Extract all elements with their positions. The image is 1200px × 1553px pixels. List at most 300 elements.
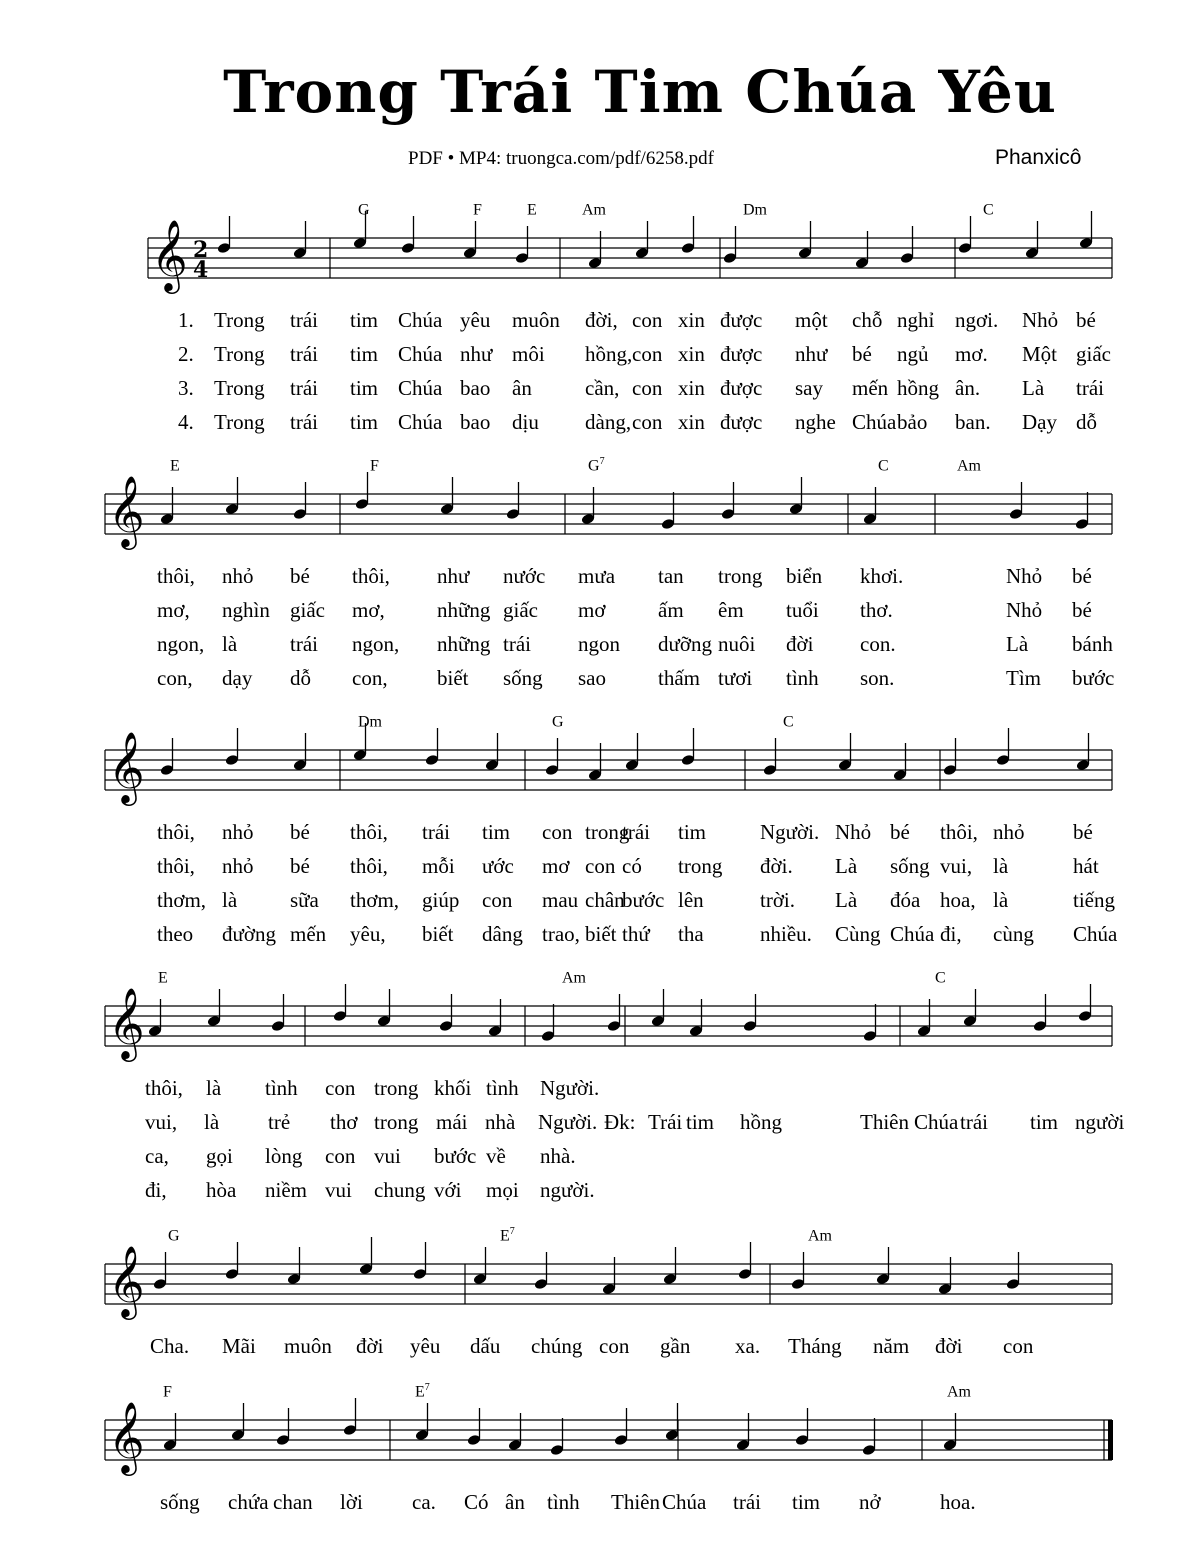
lyric-syllable: dâng [482,922,523,946]
lyric-syllable: thơ. [860,598,893,622]
lyric-syllable: là [222,632,238,656]
lyric-syllable: đóa [890,888,921,912]
lyric-line [0,1178,1200,1208]
lyric-syllable: giấc [503,598,538,622]
lyric-line [0,1490,1200,1520]
lyric-syllable: con [632,410,663,434]
lyric-syllable: nhà [485,1110,516,1134]
lyric-syllable: tình [547,1490,580,1514]
lyric-syllable: bao [460,376,491,400]
lyric-syllable: đường [222,922,276,946]
lyric-syllable: mưa [578,564,616,588]
lyric-syllable: thơm, [350,888,400,912]
lyric-syllable: chúng [531,1334,583,1358]
lyric-syllable: là [993,854,1009,878]
lyric-syllable: Là [1006,632,1029,656]
lyric-syllable: tim [350,410,379,434]
lyric-syllable: ngủ [897,342,929,366]
lyric-syllable: ngon, [157,632,205,656]
lyric-syllable: dưỡng [658,632,712,656]
lyric-syllable: đời. [760,854,793,878]
lyric-syllable: dấu [470,1334,501,1358]
lyric-syllable: tim [678,820,707,844]
lyric-syllable: tình [486,1076,519,1100]
lyric-syllable: tim [350,342,379,366]
lyric-syllable: hát [1073,854,1099,878]
lyric-syllable: chân [585,888,625,912]
lyric-syllable: ngon [578,632,620,656]
lyric-syllable: ca, [145,1144,169,1168]
staff-system-3 [0,712,1200,832]
lyric-syllable: ân [512,376,532,400]
treble-clef-icon: 𝄞 [108,730,145,803]
lyric-syllable: nhiều. [760,922,812,946]
lyric-syllable: bé [1076,308,1096,332]
lyric-syllable: vui [325,1178,352,1202]
lyric-syllable: Thiên [860,1110,909,1134]
lyric-syllable: Chúa [398,342,443,366]
lyric-syllable: trái [290,376,318,400]
lyric-syllable: bé [852,342,872,366]
lyric-syllable: trái [960,1110,988,1134]
lyric-syllable: lời [340,1490,363,1514]
lyric-syllable: nhỏ [993,820,1025,844]
lyric-syllable: nghìn [222,598,270,622]
lyric-syllable: bé [1073,820,1093,844]
lyric-syllable: trao, [542,922,580,946]
lyric-syllable: 1. [178,308,194,332]
lyric-syllable: như [437,564,470,588]
composer-name: Phanxicô [995,146,1082,169]
music-system-5 [0,1226,1200,1376]
lyric-syllable: Chúa [1073,922,1118,946]
lyric-syllable: thôi, [145,1076,183,1100]
lyric-syllable: bước [434,1144,477,1168]
lyric-syllable: Nhỏ [1006,564,1043,588]
lyric-syllable: mơ [578,598,606,622]
lyric-syllable: nghe [795,410,836,434]
lyric-syllable: trái [733,1490,761,1514]
lyric-syllable: yêu, [350,922,386,946]
lyric-syllable: dỗ [1076,410,1097,434]
lyric-syllable: như [795,342,828,366]
lyric-syllable: thôi, [940,820,978,844]
time-signature-bottom: 4 [193,257,209,283]
lyric-syllable: sống [503,666,543,690]
lyric-syllable: Nhỏ [835,820,872,844]
lyric-syllable: bé [290,564,310,588]
chord-symbol: $E^7$ [415,1382,430,1401]
staff-system-5 [0,1226,1200,1346]
lyric-syllable: môi [512,342,545,366]
lyric-syllable: khối [434,1076,472,1100]
lyric-syllable: lên [678,888,704,912]
lyric-syllable: sống [160,1490,200,1514]
lyric-line [0,308,1200,338]
lyric-syllable: Chúa [662,1490,707,1514]
chord-symbol: Am [562,969,586,987]
lyric-syllable: như [460,342,493,366]
lyric-line [0,922,1200,952]
music-system-3 [0,712,1200,952]
lyric-syllable: chung [374,1178,426,1202]
chord-symbol: E [527,201,537,219]
lyric-syllable: bao [460,410,491,434]
lyric-syllable: là [204,1110,220,1134]
lyric-syllable: là [222,888,238,912]
chord-symbol: C [983,201,994,219]
lyric-line [0,888,1200,918]
lyric-syllable: gần [660,1334,691,1358]
lyric-syllable: con [325,1076,356,1100]
lyric-syllable: ngon, [352,632,400,656]
lyric-syllable: vui [374,1144,401,1168]
staff-system-4 [0,968,1200,1088]
lyric-line [0,632,1200,662]
lyric-syllable: trong [374,1110,419,1134]
lyric-syllable: Mãi [222,1334,256,1358]
lyric-syllable: tim [792,1490,821,1514]
lyric-syllable: Chúa [890,922,935,946]
lyric-syllable: những [437,632,491,656]
lyric-syllable: Người. [538,1110,598,1134]
lyric-syllable: tim [686,1110,715,1134]
lyric-syllable: có [622,854,642,878]
lyric-syllable: đi, [145,1178,167,1202]
lyric-syllable: thôi, [350,820,388,844]
lyric-syllable: trái [290,410,318,434]
lyric-syllable: sống [890,854,930,878]
lyric-syllable: đời [786,632,814,656]
chord-symbol: C [878,457,889,475]
lyric-syllable: con, [352,666,388,690]
lyric-syllable: xin [678,308,705,332]
lyric-syllable: muôn [512,308,560,332]
lyric-syllable: Thiên [611,1490,660,1514]
lyric-syllable: bước [1072,666,1115,690]
lyric-syllable: tình [786,666,819,690]
lyric-syllable: con [542,820,573,844]
lyric-syllable: nở [859,1490,881,1514]
lyric-syllable: trái [290,632,318,656]
lyric-syllable: tim [482,820,511,844]
lyric-syllable: Trong [214,308,265,332]
lyric-syllable: Dạy [1022,410,1057,434]
chord-symbol: Dm [358,713,382,731]
lyric-syllable: đời, [585,308,618,332]
lyric-syllable: tuổi [786,598,819,622]
lyric-syllable: đời [356,1334,384,1358]
song-title: Trong Trái Tim Chúa Yêu [223,58,1057,126]
lyric-syllable: son. [860,666,895,690]
lyric-syllable: dịu [512,410,539,434]
lyric-syllable: lòng [265,1144,303,1168]
treble-clef-icon: 𝄞 [108,474,145,547]
chord-symbol: C [935,969,946,987]
lyric-syllable: Trái [648,1110,683,1134]
lyric-syllable: Cha. [150,1334,190,1358]
lyric-syllable: yêu [410,1334,441,1358]
music-system-4 [0,968,1200,1208]
lyric-syllable: nhỏ [222,854,254,878]
lyric-syllable: sao [578,666,606,690]
lyric-syllable: Trong [214,376,265,400]
treble-clef-icon: 𝄞 [108,986,145,1059]
lyric-syllable: mơ, [352,598,385,622]
lyric-syllable: được [720,308,763,332]
lyric-syllable: ngơi. [955,308,999,332]
lyric-syllable: Có [464,1490,489,1514]
chord-symbol: Dm [743,201,767,219]
lyric-syllable: tim [350,376,379,400]
lyric-line [0,1334,1200,1364]
lyric-syllable: mơ, [157,598,190,622]
lyric-syllable: trong [718,564,763,588]
lyric-syllable: hồng [740,1110,782,1134]
lyric-syllable: Chúa [398,308,443,332]
lyric-syllable: thơm, [157,888,207,912]
lyric-syllable: thôi, [157,564,195,588]
chord-symbol: G [552,713,564,731]
chord-symbol: $G^7$ [588,456,605,475]
lyric-syllable: Đk: [604,1110,636,1134]
chord-symbol: $E^7$ [500,1226,515,1245]
lyric-syllable: khơi. [860,564,904,588]
lyric-syllable: trái [503,632,531,656]
chord-symbol: E [170,457,180,475]
lyric-syllable: Chúa [914,1110,959,1134]
lyric-syllable: thôi, [352,564,390,588]
lyric-syllable: bước [622,888,665,912]
chord-symbol: F [473,201,482,219]
lyric-syllable: xin [678,376,705,400]
lyric-syllable: trong [678,854,723,878]
chord-symbol: Am [808,1227,832,1245]
lyric-syllable: niềm [265,1178,307,1202]
lyric-syllable: thứ [622,922,650,946]
lyric-syllable: trái [1076,376,1104,400]
lyric-syllable: năm [873,1334,910,1358]
lyric-syllable: Người. [760,820,820,844]
final-barline [1108,1420,1113,1460]
lyric-syllable: giúp [422,888,460,912]
lyric-syllable: Nhỏ [1006,598,1043,622]
lyric-syllable: con [585,854,616,878]
lyric-line [0,598,1200,628]
lyric-syllable: Một [1022,342,1058,366]
lyric-syllable: vui, [940,854,973,878]
chord-symbol: Am [947,1383,971,1401]
lyric-syllable: bé [290,854,310,878]
lyric-syllable: bé [1072,564,1092,588]
lyric-syllable: gọi [206,1144,233,1168]
chord-symbol: G [358,201,370,219]
lyric-syllable: Là [835,854,858,878]
lyric-line [0,666,1200,696]
lyric-syllable: xin [678,410,705,434]
lyric-syllable: vui, [145,1110,178,1134]
lyric-syllable: nước [503,564,546,588]
lyric-syllable: theo [157,922,194,946]
lyric-syllable: con [632,376,663,400]
lyric-syllable: giấc [290,598,325,622]
lyric-syllable: mến [290,922,327,946]
lyric-syllable: yêu [460,308,491,332]
lyric-syllable: là [206,1076,222,1100]
lyric-syllable: bé [890,820,910,844]
lyric-syllable: bé [1072,598,1092,622]
treble-clef-icon: 𝄞 [108,1400,145,1473]
lyric-syllable: về [486,1144,506,1168]
lyric-syllable: mến [852,376,889,400]
lyric-syllable: thôi, [157,820,195,844]
lyric-syllable: thơ [330,1110,358,1134]
lyric-syllable: người. [540,1178,595,1202]
lyric-syllable: biết [437,666,469,690]
lyric-syllable: trong [585,820,630,844]
lyric-syllable: Là [1022,376,1045,400]
lyric-syllable: trái [422,820,450,844]
lyric-syllable: tình [265,1076,298,1100]
lyric-syllable: con [632,308,663,332]
lyric-line [0,1144,1200,1174]
lyric-syllable: thôi, [157,854,195,878]
lyric-syllable: mơ [542,854,570,878]
lyric-syllable: con [325,1144,356,1168]
lyric-syllable: hòa [206,1178,237,1202]
lyric-syllable: xa. [735,1334,761,1358]
lyric-syllable: trong [374,1076,419,1100]
lyric-syllable: con [632,342,663,366]
lyric-syllable: hoa, [940,888,976,912]
lyric-syllable: con, [157,666,193,690]
chord-symbol: G [168,1227,180,1245]
lyric-syllable: Nhỏ [1022,308,1059,332]
lyric-syllable: tim [1030,1110,1059,1134]
music-system-2 [0,456,1200,696]
lyric-syllable: người [1075,1110,1125,1134]
lyric-syllable: ước [482,854,514,878]
lyric-syllable: chứa [228,1490,269,1514]
lyric-syllable: trẻ [268,1110,291,1134]
lyric-syllable: tha [678,922,704,946]
lyric-line [0,820,1200,850]
lyric-syllable: đi, [940,922,962,946]
lyric-line [0,342,1200,372]
lyric-syllable: Người. [540,1076,600,1100]
lyric-syllable: ca. [412,1490,436,1514]
lyric-syllable: Cùng [835,922,881,946]
lyric-syllable: con [599,1334,630,1358]
lyric-syllable: nuôi [718,632,756,656]
lyric-syllable: Trong [214,342,265,366]
lyric-syllable: cùng [993,922,1034,946]
source-link-text: PDF • MP4: truongca.com/pdf/6258.pdf [408,148,714,169]
staff-system-6 [0,1382,1200,1502]
lyric-syllable: ân. [955,376,981,400]
lyric-syllable: biết [585,922,617,946]
lyric-syllable: giấc [1076,342,1111,366]
music-system-1 [0,200,1200,440]
lyric-syllable: con [1003,1334,1034,1358]
lyric-syllable: mơ. [955,342,988,366]
lyric-line [0,1076,1200,1106]
lyric-syllable: trái [622,820,650,844]
lyric-syllable: tim [350,308,379,332]
lyric-syllable: bánh [1072,632,1113,656]
lyric-syllable: hồng, [585,342,633,366]
lyric-syllable: trái [290,308,318,332]
lyric-syllable: nghỉ [897,308,935,332]
lyric-syllable: trời. [760,888,796,912]
lyric-syllable: Tìm [1006,666,1041,690]
chord-symbol: C [783,713,794,731]
lyric-syllable: ấm [658,598,684,622]
lyric-syllable: Chúa [398,376,443,400]
lyric-syllable: với [434,1178,462,1202]
time-signature-top: 2 [193,237,209,263]
lyric-syllable: cần, [585,376,620,400]
lyric-syllable: dạy [222,666,253,690]
lyric-syllable: con. [860,632,896,656]
lyric-syllable: là [993,888,1009,912]
lyric-syllable: mái [436,1110,468,1134]
lyric-syllable: muôn [284,1334,332,1358]
lyric-syllable: tiếng [1073,888,1115,912]
treble-clef-icon: 𝄞 [108,1244,145,1317]
lyric-syllable: nhà. [540,1144,576,1168]
lyric-syllable: bảo [897,410,928,434]
lyric-syllable: Trong [214,410,265,434]
lyric-syllable: trái [290,342,318,366]
lyric-line [0,564,1200,594]
lyric-syllable: tan [658,564,684,588]
lyric-syllable: mỗi [422,854,455,878]
lyric-syllable: hoa. [940,1490,976,1514]
chord-symbol: Am [582,201,606,219]
lyric-syllable: chỗ [852,308,883,332]
lyric-syllable: tươi [718,666,753,690]
lyric-syllable: hồng [897,376,939,400]
lyric-line [0,410,1200,440]
lyric-syllable: 2. [178,342,194,366]
chord-symbol: F [163,1383,172,1401]
lyric-line [0,854,1200,884]
chord-symbol: E [158,969,168,987]
chord-symbol: Am [957,457,981,475]
music-system-6 [0,1382,1200,1542]
lyric-syllable: thôi, [350,854,388,878]
lyric-syllable: dàng, [585,410,632,434]
lyric-line [0,1110,1200,1140]
lyric-syllable: chan [273,1490,313,1514]
lyric-syllable: Chúa [852,410,897,434]
lyric-syllable: Là [835,888,858,912]
lyric-syllable: mọi [486,1178,519,1202]
lyric-syllable: biết [422,922,454,946]
chord-symbol: F [370,457,379,475]
lyric-syllable: được [720,410,763,434]
lyric-syllable: say [795,376,823,400]
lyric-syllable: ân [505,1490,525,1514]
lyric-syllable: Tháng [788,1334,842,1358]
lyric-syllable: biển [786,564,823,588]
lyric-syllable: xin [678,342,705,366]
lyric-syllable: một [795,308,828,332]
lyric-syllable: 3. [178,376,194,400]
lyric-syllable: nhỏ [222,564,254,588]
lyric-syllable: sữa [290,888,319,912]
